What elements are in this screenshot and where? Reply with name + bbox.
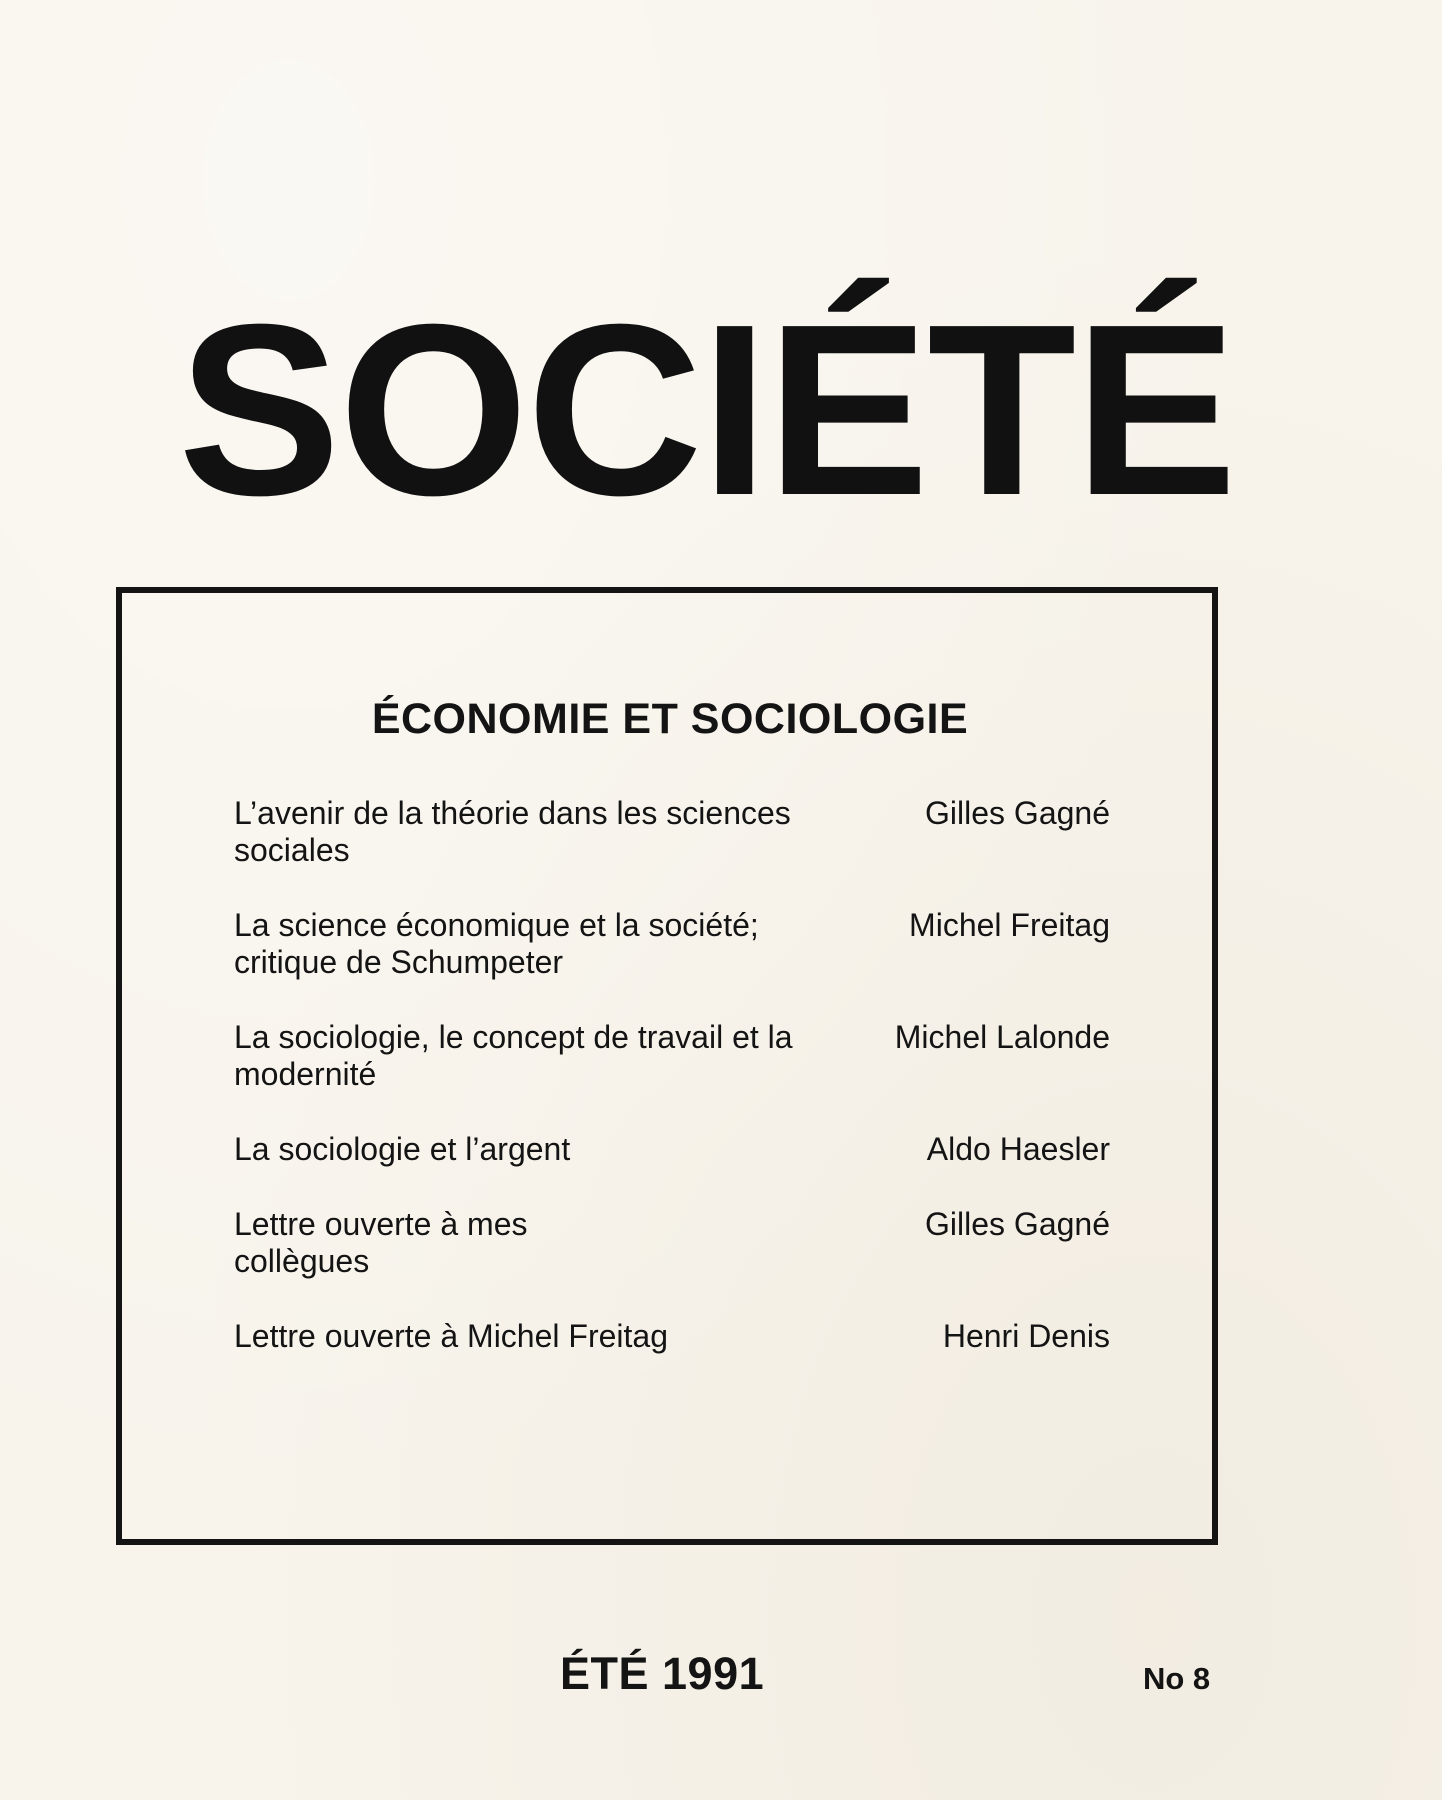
article-title: La sociologie, le concept de travail et la modernité <box>234 1019 793 1092</box>
article-title: La science économique et la société; critique de Schumpeter <box>234 907 759 980</box>
table-of-contents <box>116 587 1218 1545</box>
article-author: Michel Lalonde <box>894 1019 1110 1055</box>
article-author: Aldo Haesler <box>926 1131 1110 1167</box>
article-author: Henri Denis <box>942 1318 1110 1354</box>
article-title: La sociologie et l’argent <box>234 1131 571 1167</box>
article-author: Michel Freitag <box>909 907 1110 943</box>
article-title: Lettre ouverte à mes collègues <box>234 1206 528 1279</box>
article-author: Gilles Gagné <box>925 795 1110 831</box>
journal-title: SOCIÉTÉ <box>178 273 1236 546</box>
article-author: Gilles Gagné <box>925 1206 1110 1242</box>
article-title: L’avenir de la théorie dans les sciences sociales <box>234 795 791 868</box>
issue-season: ÉTÉ 1991 <box>560 1648 765 1699</box>
issue-theme: ÉCONOMIE ET SOCIOLOGIE <box>371 695 969 743</box>
issue-number: No 8 <box>1143 1661 1211 1696</box>
article-title: Lettre ouverte à Michel Freitag <box>234 1318 668 1354</box>
